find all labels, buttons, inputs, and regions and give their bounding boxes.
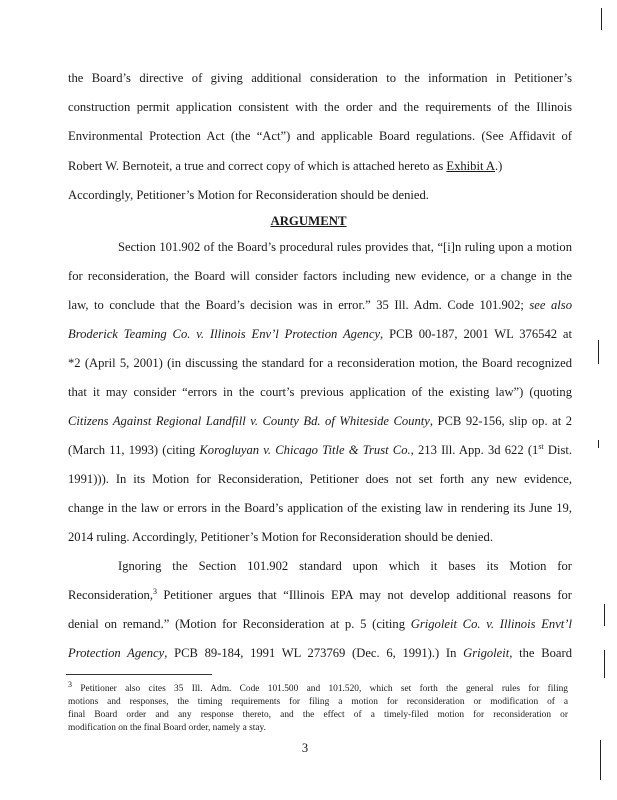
paragraph-2-line-2: for reconsideration, the Board will consider factors including new evidence, or a change in the (68, 269, 572, 283)
paragraph-2-line-7: Citizens Against Regional Landfill v. County Bd. of Whiteside County, PCB 92-156, slip op. at 2 (68, 414, 572, 428)
scan-mark (604, 650, 605, 678)
paragraph-1-line-4: Robert W. Bernoteit, a true and correct copy of which is attached hereto as Exhibit A.) (68, 159, 503, 173)
footnote-line-4: modification on the final Board order, namely a stay. (68, 723, 266, 733)
paragraph-1-line-2: construction permit application consistent with the order and the requirements of the Illinois (68, 100, 572, 114)
section-heading: ARGUMENT (270, 214, 347, 228)
paragraph-3-line-4: Protection Agency, PCB 89-184, 1991 WL 273769 (Dec. 6, 1991).) In Grigoleit, the Board (68, 646, 572, 660)
paragraph-2-line-3: law, to conclude that the Board’s decision was in error.” 35 Ill. Adm. Code 101.902; see also (68, 298, 572, 312)
scan-mark (601, 8, 602, 30)
footnote-separator (66, 674, 212, 675)
paragraph-3-line-3: denial on remand.” (Motion for Reconsideration at p. 5 (citing Grigoleit Co. v. Illinois Envt’l (68, 617, 572, 631)
footnote-line-2: motions and responses, the timing requirements for filing a motion for reconsideration or modification of a (68, 697, 568, 707)
paragraph-1-line-1: the Board’s directive of giving additional consideration to the information in Petitioner’s (68, 71, 572, 85)
paragraph-2-line-10: change in the law or errors in the Board’s application of the existing law in rendering its June 19, (68, 501, 572, 515)
paragraph-2-line-5: *2 (April 5, 2001) (in discussing the standard for a reconsideration motion, the Board recognized (68, 356, 572, 370)
paragraph-2-line-9: 1991))). In its Motion for Reconsideration, Petitioner does not set forth any new evidence, (68, 472, 572, 486)
paragraph-1-line-3: Environmental Protection Act (the “Act”) and applicable Board regulations. (See Affidavit of (68, 129, 572, 143)
page-number: 3 (301, 741, 309, 755)
exhibit-a-reference: Exhibit A (446, 159, 496, 173)
scan-mark (604, 604, 605, 626)
footnote-line-3: final Board order and any response thereto, and the effect of a timely-filed motion for reconsideration or (68, 710, 568, 720)
footnote-line-1: $^3$ Petitioner also cites 35 Ill. Adm. Code 101.500 and 101.520, which set forth the general rules for filing (68, 679, 568, 694)
scan-mark (598, 440, 599, 448)
paragraph-3-line-2: Reconsideration,$^3$ Petitioner argues that “Illinois EPA may not develop additional reasons for (68, 586, 572, 602)
paragraph-1-line-5: Accordingly, Petitioner’s Motion for Reconsideration should be denied. (68, 188, 429, 202)
paragraph-2-line-11: 2014 ruling. Accordingly, Petitioner’s Motion for Reconsideration should be denied. (68, 530, 493, 544)
paragraph-2-line-4: Broderick Teaming Co. v. Illinois Env’l Protection Agency, PCB 00-187, 2001 WL 376542 at (68, 327, 572, 341)
footnote-reference: 3 (152, 586, 157, 596)
scan-mark (600, 740, 601, 780)
paragraph-2-line-6: that it may consider “errors in the court’s previous application of the existing law”) (quoting (68, 385, 572, 399)
scan-mark (598, 340, 599, 364)
paragraph-2-line-1: Section 101.902 of the Board’s procedural rules provides that, “[i]n ruling upon a motion (118, 240, 572, 254)
paragraph-2-line-8: (March 11, 1993) (citing Korogluyan v. Chicago Title & Trust Co., 213 Ill. App. 3d 622 (1st Dist. (68, 441, 572, 457)
paragraph-3-line-1: Ignoring the Section 101.902 standard upon which it bases its Motion for (118, 559, 572, 573)
